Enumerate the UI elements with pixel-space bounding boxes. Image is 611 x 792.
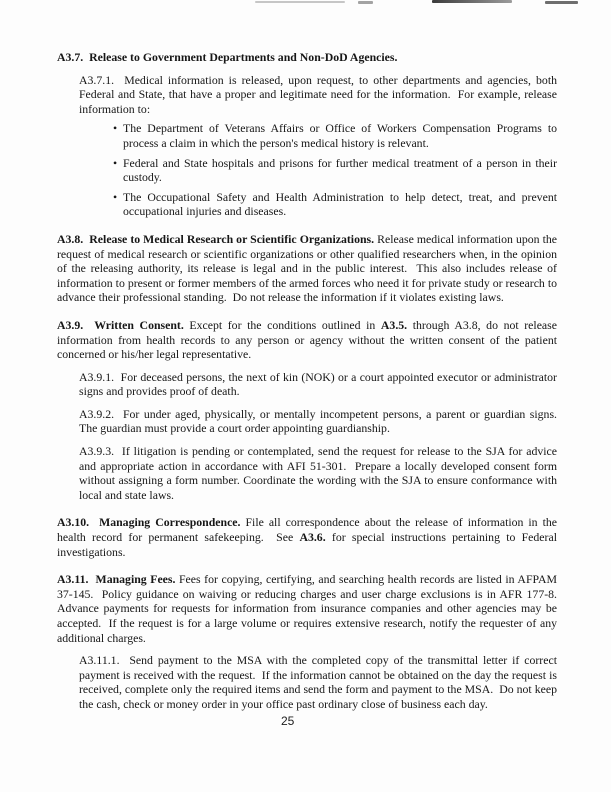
block-bullet xyxy=(103,189,560,219)
bold-text: A3.10. Managing Correspondence. xyxy=(57,515,241,530)
body-text: The Department of Veterans Affairs or Office of Workers Compensation Programs to process a claim in which the person's medical history is relevant. xyxy=(123,121,560,150)
block-subpara xyxy=(79,444,560,502)
block-section xyxy=(57,231,560,305)
body-text: File all correspondence about the release of information in the health record for permanent safekeeping. See xyxy=(57,515,560,545)
body-text: The Occupational Safety and Health Administration to help detect, treat, and prevent occupational injuries and diseases. xyxy=(123,189,560,219)
bold-text: A3.5. xyxy=(380,317,408,332)
bold-text: A3.7. Release to Government Departments and Non-DoD Agencies. xyxy=(57,50,398,64)
scan-artifact-line xyxy=(358,1,373,4)
body-text: Fees for copying, certifying, and searching health records are listed in AFPAM 37-145. Policy guidance on waiving or reducing charges and user charge exclusions is in AFR 177-8. Advance payments for requests for information from insurance companies and other agencies may be accepted. If the request is for a large volume or requires extensive research, notify the requester of any additional charges. xyxy=(57,572,563,645)
bold-text: A3.8. Release to Medical Research or Scientific Organizations. xyxy=(57,231,375,246)
document-blocks xyxy=(57,50,563,712)
block-subpara xyxy=(79,653,560,711)
scan-artifact-line xyxy=(545,1,578,4)
body-text: A3.9.1. For deceased persons, the next of kin (NOK) or a court appointed executor or administrator signs and provides proof of death. xyxy=(79,369,560,399)
block-section xyxy=(57,572,563,645)
block-bullet xyxy=(103,155,560,185)
body-text: Federal and State hospitals and prisons for further medical treatment of a person in their custody. xyxy=(123,155,560,185)
body-text: Release medical information upon the request of medical research or scientific organizations or other qualified researchers when, in the opinion of the releasing authority, its release is legal and in the public interest. This also includes release of information to present or former members of the armed forces who need it for private study or research to advance their professional standing. Do not release the information if it violates existing laws. xyxy=(57,231,560,305)
scan-artifact-line xyxy=(432,0,512,3)
block-subpara xyxy=(79,72,560,117)
block-bullet xyxy=(103,121,560,150)
body-text: A3.9.2. For under aged, physically, or mentally incompetent persons, a parent or guardian signs. The guardian must provide a court order appointing guardianship. xyxy=(79,406,563,436)
page-number: 25 xyxy=(281,714,295,728)
block-subpara xyxy=(79,369,560,399)
body-text: for special instructions pertaining to Federal investigations. xyxy=(57,530,560,559)
body-text: Except for the conditions outlined in xyxy=(183,317,381,332)
bold-text: A3.6. xyxy=(299,530,326,545)
body-text: A3.9.3. If litigation is pending or contemplated, send the request for release to the SJA for advice and appropriate action in accordance with AFI 51-301. Prepare a locally developed consent form without assigning a form number. Coordinate the wording with the SJA to ensure conformance with local and state laws. xyxy=(79,444,560,502)
block-section xyxy=(57,317,560,362)
block-section xyxy=(57,515,560,559)
bold-text: A3.9. Written Consent. xyxy=(57,317,184,332)
bullet-icon: • xyxy=(113,121,118,136)
block-section xyxy=(57,50,557,65)
bold-text: A3.11. Managing Fees. xyxy=(57,572,176,587)
body-text: through A3.8, do not release information from health records to any person or agency without the written consent of the patient concerned or his/her legal representative. xyxy=(57,317,560,362)
bullet-icon: • xyxy=(113,155,118,170)
scan-artifact-line xyxy=(255,1,345,3)
block-subpara xyxy=(79,406,563,436)
body-text: A3.11.1. Send payment to the MSA with the completed copy of the transmittal letter if correct payment is received with the request. If the information cannot be obtained on the day the request is received, complete only the required items and send the form and payment to the MSA. Do not keep the cash, check or money order in your office past ordinary close of business each day. xyxy=(79,653,560,711)
bullet-icon: • xyxy=(113,189,118,204)
body-text: A3.7.1. Medical information is released, upon request, to other departments and agencies, both Federal and State, that have a proper and legitimate need for the information. For example, release information to: xyxy=(79,72,560,116)
